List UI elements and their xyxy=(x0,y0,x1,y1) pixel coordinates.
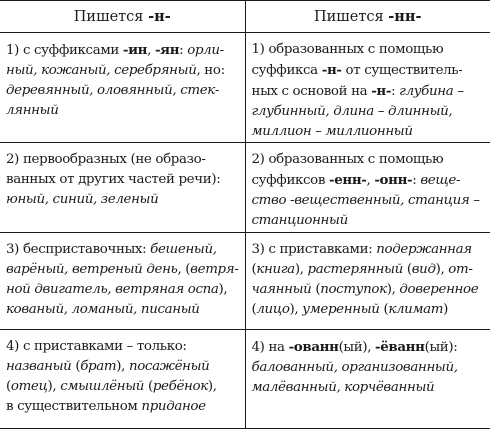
example-text: варёный, ветреный день xyxy=(6,262,178,277)
rule-phrase: ), xyxy=(47,379,61,394)
header-double-n xyxy=(245,1,490,33)
example-text: приданое xyxy=(141,399,206,414)
rule-phrase: суффиксов xyxy=(251,173,329,188)
suffix-text: -ёванн xyxy=(375,339,425,355)
rule-text xyxy=(6,40,241,121)
rule-phrase: : xyxy=(412,173,421,188)
rule-cell-double-n xyxy=(245,33,490,143)
rule-text xyxy=(252,40,487,142)
rule-phrase: ), xyxy=(294,262,308,277)
rule-cell-single-n xyxy=(0,33,245,143)
rule-cell-single-n xyxy=(0,233,245,330)
rule-phrase: , ( xyxy=(177,262,191,277)
rule-line xyxy=(6,170,241,190)
rule-phrase: 4) на xyxy=(251,340,289,355)
example-text: чаянный xyxy=(251,282,312,297)
rule-phrase: 2) образованных с помощью xyxy=(251,152,444,167)
example-text: миллион – миллионный xyxy=(251,124,413,139)
rule-line xyxy=(252,122,487,142)
rule-phrase: , xyxy=(147,43,155,58)
example-text: вид xyxy=(411,262,436,277)
rule-line xyxy=(252,150,487,170)
rule-phrase: в существительном xyxy=(6,399,142,414)
example-text: ство -вещественный, станция – xyxy=(251,193,480,208)
rule-text xyxy=(252,150,487,231)
example-text: умеренный xyxy=(302,302,380,317)
header-prefix: Пишется xyxy=(313,9,389,25)
rule-phrase: 3) с приставками: xyxy=(251,242,377,257)
example-text: смышлёный xyxy=(60,379,145,394)
example-text: поступок xyxy=(320,282,387,297)
example-text: деревянный, оловянный, стек- xyxy=(6,83,220,98)
rule-phrase: 1) образованных с помощью xyxy=(251,42,444,57)
suffix-text: -н- xyxy=(371,83,392,99)
table-row xyxy=(0,330,490,429)
rule-line xyxy=(6,377,241,397)
example-text: книга xyxy=(256,262,295,277)
rule-line xyxy=(252,191,487,211)
example-text: посажёный xyxy=(128,359,210,374)
example-text: доверенное xyxy=(399,282,479,297)
rule-line xyxy=(6,357,241,377)
rule-line xyxy=(6,260,241,280)
rule-line xyxy=(252,358,487,378)
rule-text xyxy=(252,337,487,398)
rule-line xyxy=(252,260,487,280)
rule-line xyxy=(6,81,241,101)
rule-phrase: 1) с суффиксами xyxy=(6,43,123,58)
header-suffix: -н- xyxy=(148,8,171,25)
rule-phrase: 4) с приставками – только: xyxy=(6,339,187,354)
rule-phrase: суффикса xyxy=(251,63,322,78)
table-row xyxy=(0,143,490,233)
rule-cell-double-n xyxy=(245,143,490,233)
header-suffix: -нн- xyxy=(388,8,422,25)
header-single-n xyxy=(0,1,245,33)
rule-phrase: (ый), xyxy=(338,340,376,355)
rule-text xyxy=(252,240,487,320)
rule-phrase: ) xyxy=(443,302,449,317)
example-text: ной двигатель, ветряная оспа xyxy=(6,282,219,297)
rule-line xyxy=(252,240,487,260)
rule-phrase: , xyxy=(366,173,375,188)
example-text: веще- xyxy=(420,173,461,188)
table-row xyxy=(0,233,490,330)
example-text: ребёнок xyxy=(152,379,208,394)
example-text: кованый, ломаный, писаный xyxy=(6,302,200,317)
example-text: названый xyxy=(6,359,72,374)
rule-text xyxy=(6,240,241,320)
example-text: от- xyxy=(448,262,473,277)
rule-cell-double-n xyxy=(245,330,490,429)
example-text: растерянный xyxy=(307,262,403,277)
rule-line xyxy=(252,337,487,358)
rule-line xyxy=(6,397,241,417)
example-text: лянный xyxy=(6,103,59,118)
rule-cell-single-n xyxy=(0,143,245,233)
rule-line xyxy=(252,81,487,102)
suffix-text: -енн- xyxy=(329,172,367,188)
rule-line xyxy=(6,150,241,170)
rule-line xyxy=(6,337,241,357)
rule-cell-double-n xyxy=(245,233,490,330)
example-text: балованный, организованный, xyxy=(251,360,458,375)
rule-phrase: ванных от других частей речи): xyxy=(6,172,221,187)
rule-line xyxy=(252,102,487,122)
suffix-text: -н- xyxy=(321,62,342,78)
suffix-text: -ян xyxy=(154,42,180,58)
rule-line xyxy=(6,101,241,121)
rule-phrase: 3) бесприставочных: xyxy=(6,242,151,257)
rule-phrase: ), xyxy=(289,302,303,317)
rule-text xyxy=(6,337,241,417)
example-text: отец xyxy=(10,379,48,394)
rule-phrase: ), xyxy=(207,379,217,394)
header-prefix: Пишется xyxy=(73,9,149,25)
rule-line xyxy=(252,378,487,398)
rule-phrase: ( xyxy=(379,302,389,317)
header-row xyxy=(0,1,490,33)
rule-phrase: ных с основой на xyxy=(251,84,372,99)
example-text: глубина – xyxy=(399,84,464,99)
rule-phrase: от существитель- xyxy=(341,63,463,78)
table-row xyxy=(0,33,490,143)
rule-phrase: , но: xyxy=(196,63,225,78)
example-text: климат xyxy=(388,302,444,317)
rule-text xyxy=(6,150,241,210)
rule-line xyxy=(252,211,487,231)
rule-line xyxy=(252,60,487,81)
rule-phrase: ( xyxy=(6,379,11,394)
rule-line xyxy=(6,300,241,320)
example-text: станционный xyxy=(251,213,348,228)
suffix-text: -онн- xyxy=(374,172,413,188)
rule-phrase: 2) первообразных (не образо- xyxy=(6,152,206,167)
example-text: ветря- xyxy=(190,262,239,277)
rule-phrase: ), xyxy=(218,282,228,297)
rule-phrase: (ый): xyxy=(424,340,458,355)
rule-phrase: ( xyxy=(251,302,257,317)
rule-line xyxy=(252,280,487,300)
rule-line xyxy=(252,40,487,60)
rule-line xyxy=(6,61,241,81)
example-text: брат xyxy=(80,359,117,374)
rule-phrase: ( xyxy=(71,359,81,374)
example-text: ный, кожаный, серебряный xyxy=(6,63,197,78)
rule-line xyxy=(6,40,241,61)
rule-phrase: ), xyxy=(386,282,400,297)
rule-cell-single-n xyxy=(0,330,245,429)
rule-phrase: ( xyxy=(144,379,153,394)
example-text: орли- xyxy=(187,43,224,58)
suffix-text: -ованн xyxy=(288,339,339,355)
example-text: глубинный, длина – длинный, xyxy=(251,104,453,119)
rule-phrase: ( xyxy=(402,262,412,277)
rule-line xyxy=(6,240,241,260)
suffix-text: -ин xyxy=(122,42,148,58)
rule-phrase: ), xyxy=(116,359,129,374)
rule-line xyxy=(6,190,241,210)
example-text: бешеный, xyxy=(150,242,217,257)
rule-phrase: ( xyxy=(251,262,257,277)
example-text: малёванный, корчёванный xyxy=(251,380,435,395)
rule-line xyxy=(252,170,487,191)
rule-phrase: ( xyxy=(311,282,321,297)
table-header xyxy=(0,1,490,33)
rule-line xyxy=(252,300,487,320)
rule-phrase: : xyxy=(391,84,400,99)
example-text: юный, синий, зеленый xyxy=(6,192,159,207)
example-text: лицо xyxy=(256,302,290,317)
rule-phrase: : xyxy=(179,43,188,58)
rule-line xyxy=(6,280,241,300)
example-text: подержанная xyxy=(376,242,472,257)
table-body xyxy=(0,33,490,429)
rule-phrase: ), xyxy=(435,262,449,277)
